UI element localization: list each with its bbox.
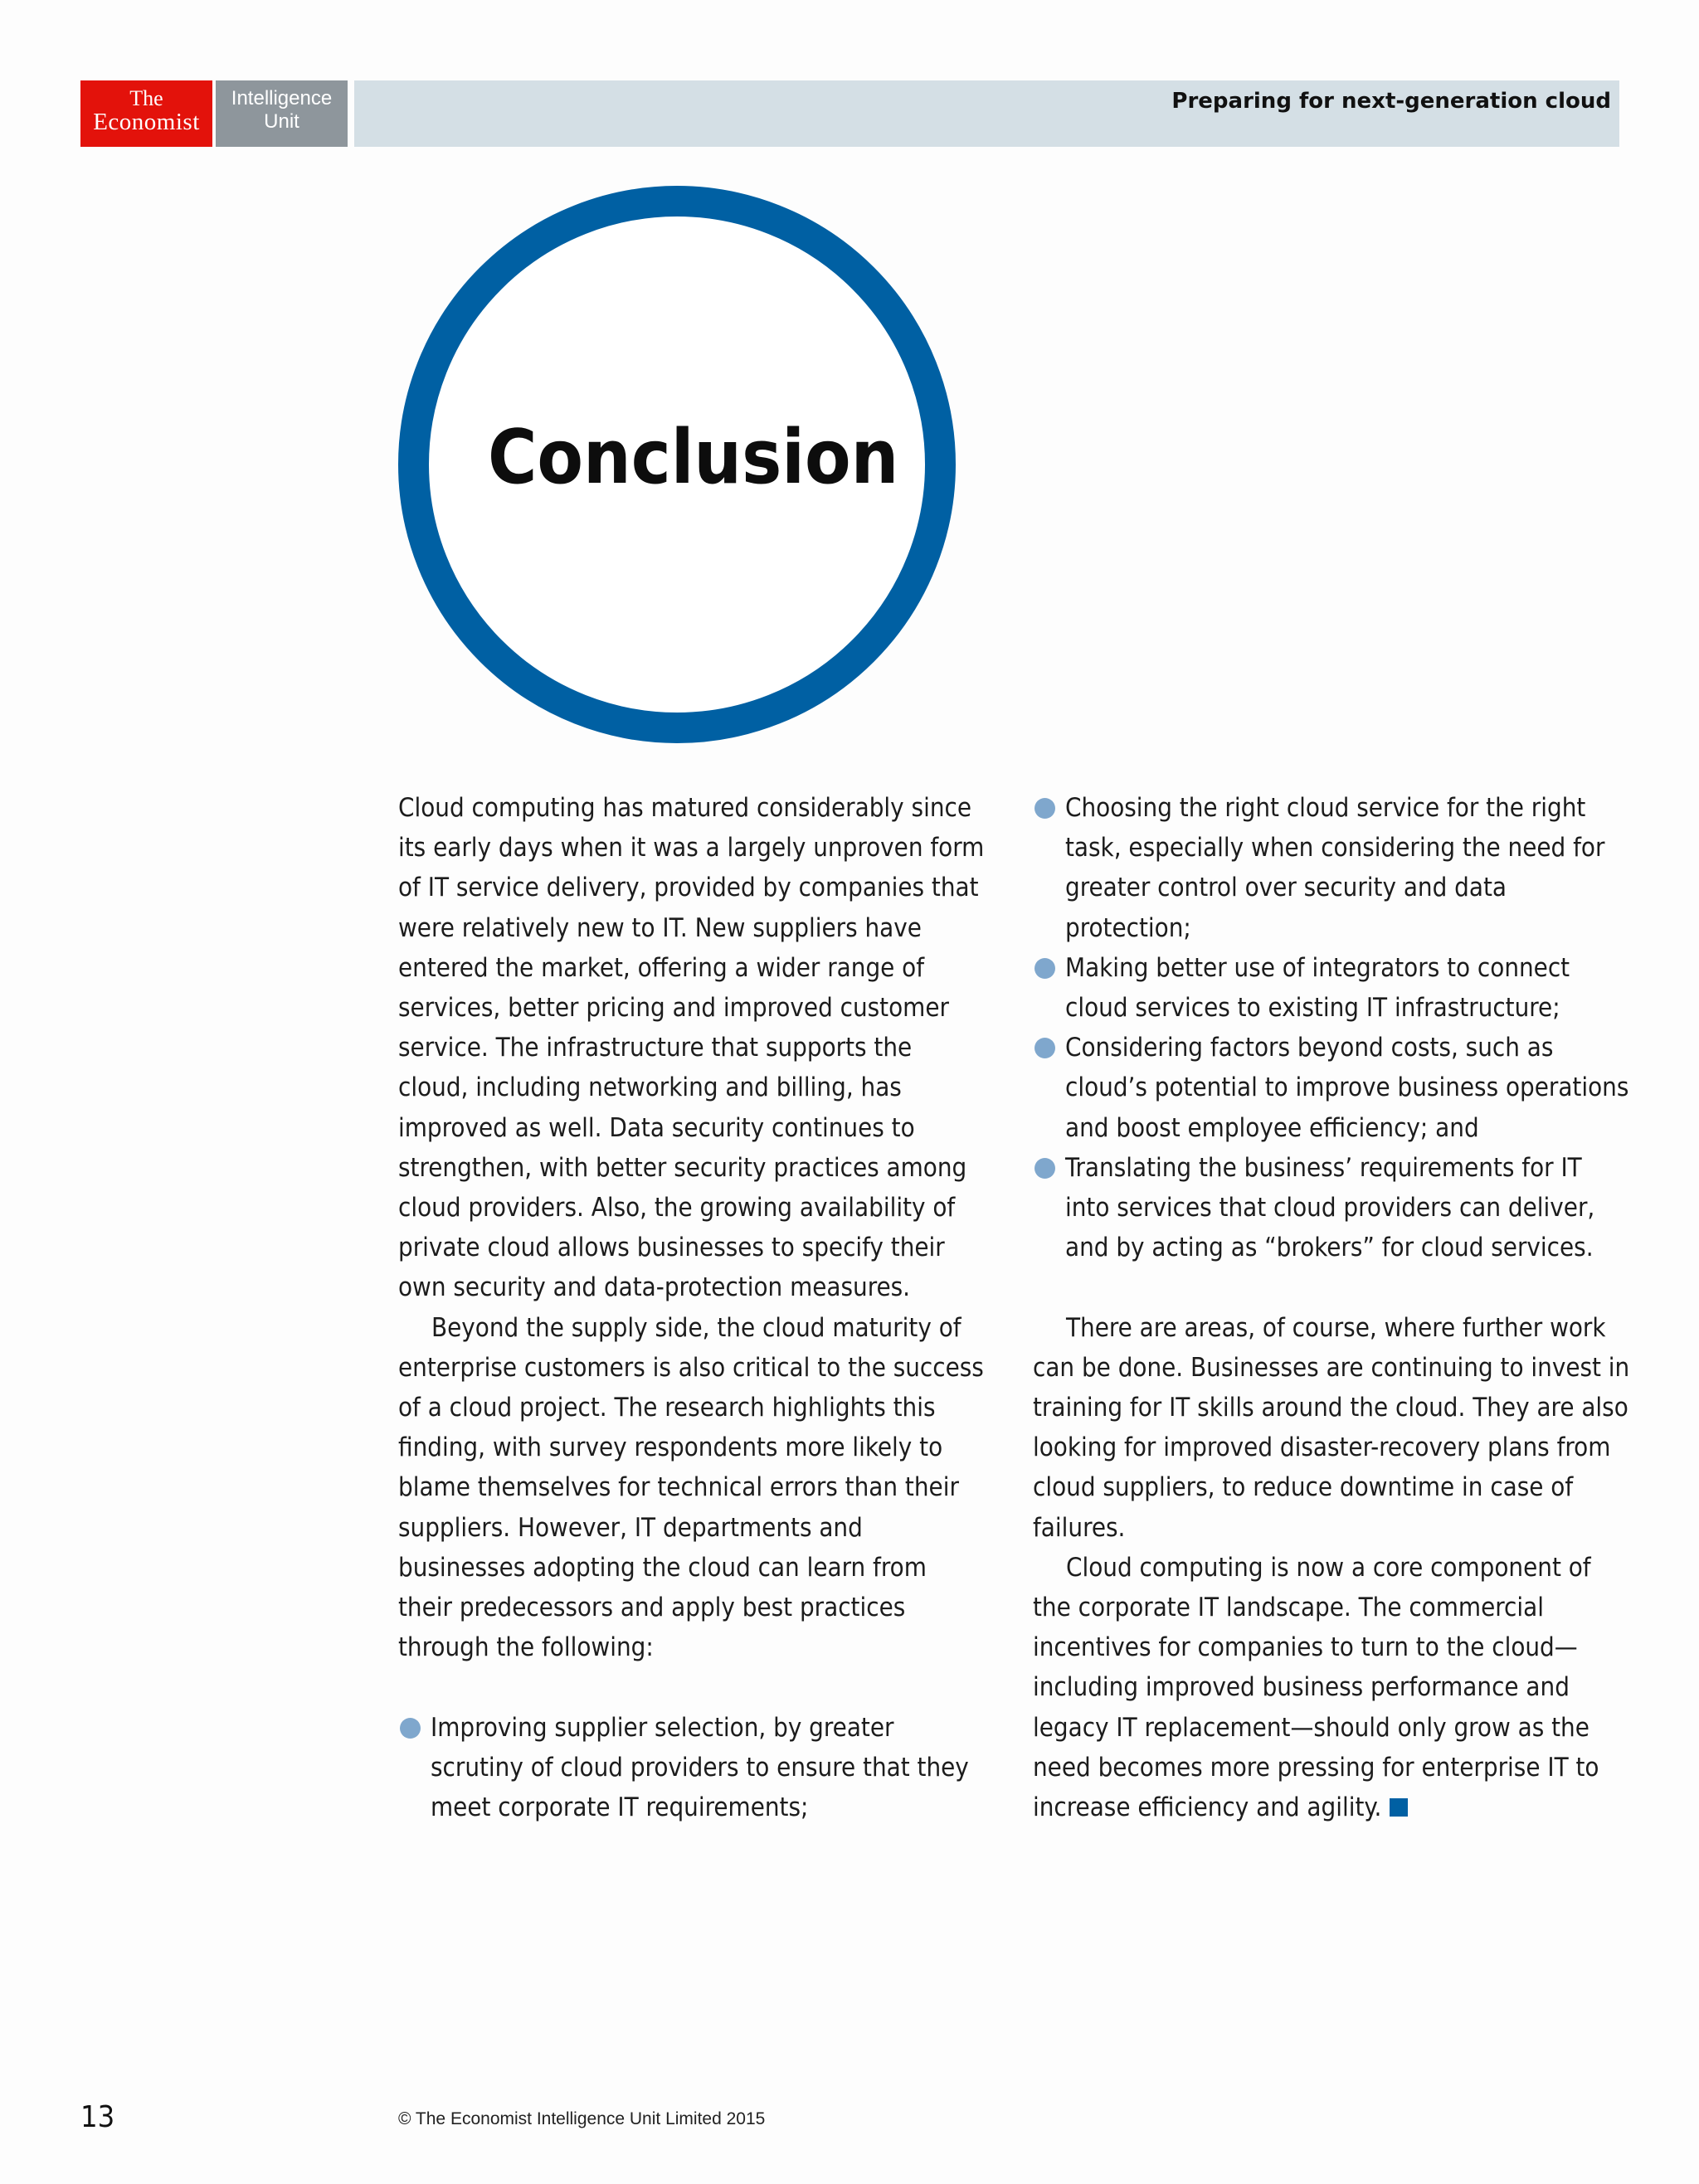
- list-item: [1033, 1028, 1630, 1148]
- left-paragraph-1: Cloud computing has matured considerably since its early days when it was a largely unproven form of IT service delivery, provided by companies that were relatively new to IT. New suppliers have entered the market, offering a wider range of services, better pricing and improved customer service. The infrastructure that supports the cloud, including networking and billing, has improved as well. Data security continues to strengthen, with better security practices among cloud providers. Also, the growing availability of private cloud allows businesses to specify their own security and data-protection measures.: [398, 793, 985, 1303]
- list-item: [1033, 1148, 1630, 1268]
- bullet-dot-icon: [400, 1718, 421, 1739]
- spacer: [398, 1667, 987, 1707]
- bullet-dot-icon: [1034, 798, 1055, 819]
- right-column: [1033, 788, 1630, 1827]
- economist-logo-line1: The: [129, 86, 163, 110]
- right-paragraph-2: [1033, 1548, 1630, 1827]
- eiu-logo: [216, 80, 348, 147]
- eiu-logo-line2: Unit: [264, 110, 299, 133]
- left-column: [398, 788, 987, 1827]
- bullet-dot-icon: [1034, 1038, 1055, 1058]
- eiu-logo-line1: Intelligence: [231, 87, 333, 109]
- spacer: [1033, 1267, 1630, 1307]
- bullet-dot-icon: [1034, 1158, 1055, 1179]
- end-mark-icon: [1390, 1798, 1408, 1817]
- economist-logo: [80, 80, 212, 147]
- page-header: [80, 80, 1619, 147]
- list-item-text: Considering factors beyond costs, such as cloud’s potential to improve business operations and boost employee efficiency; and: [1065, 1033, 1629, 1143]
- list-item-text: Making better use of integrators to connect cloud services to existing IT infrastructure;: [1065, 952, 1570, 1024]
- list-item: [398, 1708, 987, 1828]
- list-item: [1033, 788, 1630, 948]
- bullet-dot-icon: [1034, 958, 1055, 979]
- list-item: [1033, 948, 1630, 1028]
- copyright-notice: © The Economist Intelligence Unit Limited 2015: [398, 2109, 766, 2128]
- right-paragraph-1: There are areas, of course, where further work can be done. Businesses are continuing to invest in training for IT skills around the cloud. They are also looking for improved disaster-recovery plans from cloud suppliers, to reduce downtime in case of failures.: [1033, 1312, 1630, 1543]
- section-title: Conclusion: [488, 414, 899, 501]
- page-number: 13: [80, 2100, 115, 2134]
- list-item-text: Translating the business’ requirements for IT into services that cloud providers can deliver, and by acting as “brokers” for cloud services.: [1065, 1152, 1595, 1263]
- left-paragraph-2: Beyond the supply side, the cloud maturity of enterprise customers is also critical to the success of a cloud project. The research highlights this finding, with survey respondents more likely to blame themselves for technical errors than their suppliers. However, IT departments and businesses adopting the cloud can learn from their predecessors and apply best practices through the following:: [398, 1312, 984, 1663]
- report-title: Preparing for next-generation cloud: [1171, 89, 1611, 114]
- list-item-text: Improving supplier selection, by greater scrutiny of cloud providers to ensure that they meet corporate IT requirements;: [431, 1712, 969, 1823]
- header-band: [354, 80, 1619, 147]
- right-paragraph-2-text: Cloud computing is now a core component of the corporate IT landscape. The commercial incentives for companies to turn to the cloud—including improved business performance and legacy IT replacement—should only grow as the need becomes more pressing for enterprise IT to increase efficiency and agility.: [1033, 1552, 1599, 1823]
- list-item-text: Choosing the right cloud service for the right task, especially when considering the need for greater control over security and data protection;: [1065, 793, 1605, 943]
- economist-logo-line2: Economist: [93, 109, 200, 135]
